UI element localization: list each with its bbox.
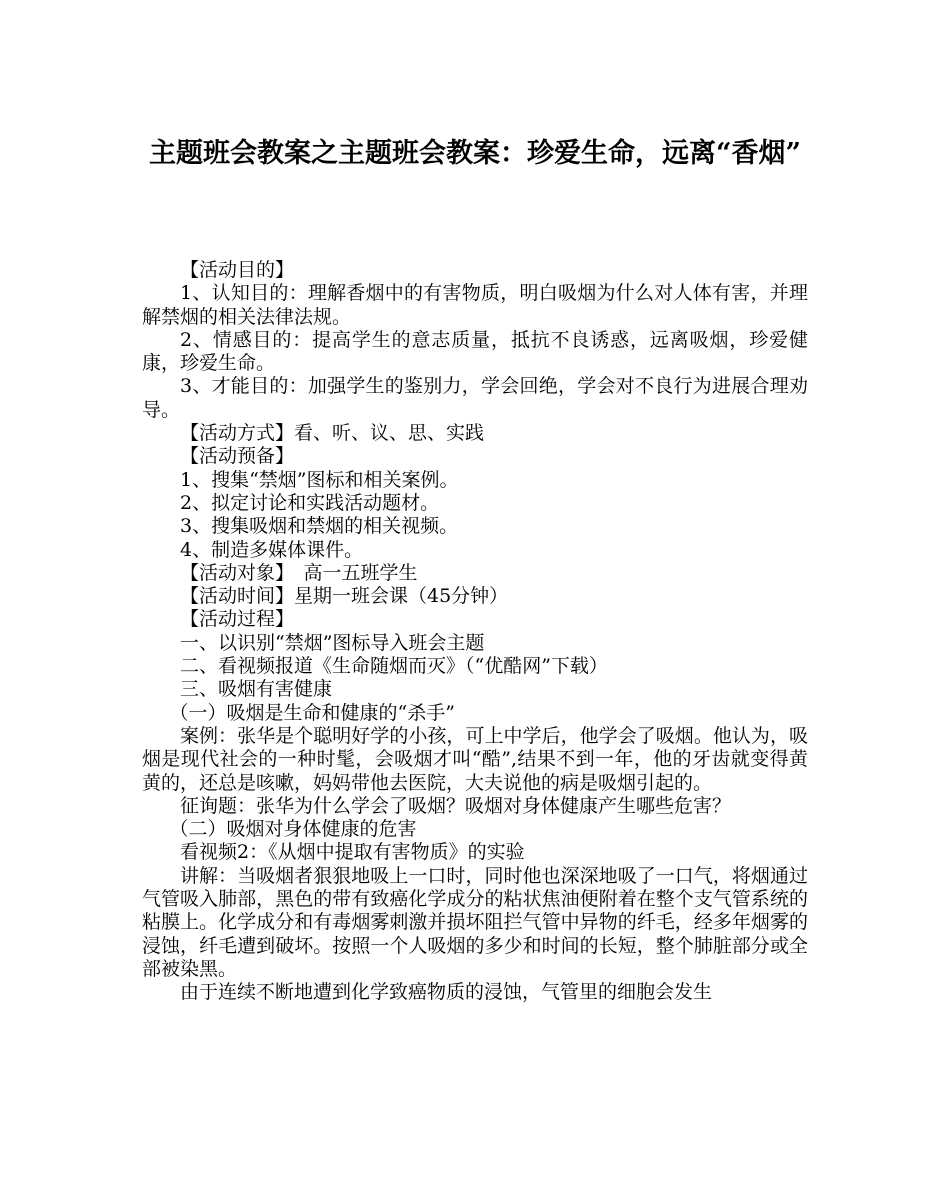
paragraph-cognitive-goal: 1、认知目的：理解香烟中的有害物质，明白吸烟为什么对人体有害，并理解禁烟的相关法律法规。 [142, 282, 808, 328]
paragraph-subsection-2: （二）吸烟对身体健康的危害 [169, 818, 417, 841]
paragraph-activity-method: 【活动方式】看、听、议、思、实践 [180, 422, 485, 445]
paragraph-case-study: 案例：张华是个聪明好学的小孩，可上中学后，他学会了吸烟。他认为，吸烟是现代社会的一种时髦，会吸烟才叫“酷”,结果不到一年，他的牙齿就变得黄黄的，还总是咳嗽，妈妈带他去医院，大夫说他的病是吸烟引起的。 [142, 724, 808, 794]
paragraph-ability-goal: 3、才能目的：加强学生的鉴别力，学会回绝，学会对不良行为进展合理劝导。 [142, 375, 808, 421]
paragraph-process-1: 一、以识别“禁烟”图标导入班会主题 [180, 631, 485, 654]
paragraph-heading-preparation: 【活动预备】 [180, 445, 295, 468]
paragraph-video-2: 看视频2：《从烟中提取有害物质》的实验 [180, 841, 525, 864]
paragraph-heading-process: 【活动过程】 [180, 608, 295, 631]
paragraph-process-2: 二、看视频报道《生命随烟而灭》（“优酷网”下载） [180, 655, 608, 678]
paragraph-prep-1: 1、搜集“禁烟”图标和相关案例。 [180, 468, 459, 491]
paragraph-activity-target: 【活动对象】 高一五班学生 [180, 561, 418, 584]
paragraph-prep-3: 3、搜集吸烟和禁烟的相关视频。 [180, 515, 459, 538]
paragraph-subsection-1: （一）吸烟是生命和健康的“杀手” [169, 701, 455, 724]
paragraph-emotional-goal: 2、情感目的：提高学生的意志质量，抵抗不良诱惑，远离吸烟，珍爱健康，珍爱生命。 [142, 328, 808, 375]
paragraph-process-3: 三、吸烟有害健康 [180, 678, 333, 701]
document-title: 主题班会教案之主题班会教案：珍爱生命，远离“香烟” [148, 138, 802, 169]
paragraph-explanation: 讲解：当吸烟者狠狠地吸上一口时，同时他也深深地吸了一口气，将烟通过气管吸入肺部，黑色的带有致癌化学成分的粘状焦油便附着在整个支气管系统的粘膜上。化学成分和有毒烟雾刺激并损坏阻拦气管中异物的纤毛，经多年烟雾的浸蚀，纤毛遭到破坏。按照一个人吸烟的多少和时间的长短，整个肺脏部分或全部被染黑。 [142, 864, 808, 980]
document-body [142, 259, 808, 1005]
paragraph-activity-time: 【活动时间】星期一班会课（45分钟） [180, 585, 509, 608]
paragraph-continuation: 由于连续不断地遭到化学致癌物质的浸蚀，气管里的细胞会发生 [180, 981, 713, 1004]
paragraph-question: 征询题：张华为什么学会了吸烟？吸烟对身体健康产生哪些危害？ [180, 794, 732, 817]
paragraph-prep-4: 4、制造多媒体课件。 [180, 538, 364, 561]
paragraph-heading-activity-goal: 【活动目的】 [180, 259, 295, 281]
paragraph-prep-2: 2、拟定讨论和实践活动题材。 [180, 491, 440, 514]
